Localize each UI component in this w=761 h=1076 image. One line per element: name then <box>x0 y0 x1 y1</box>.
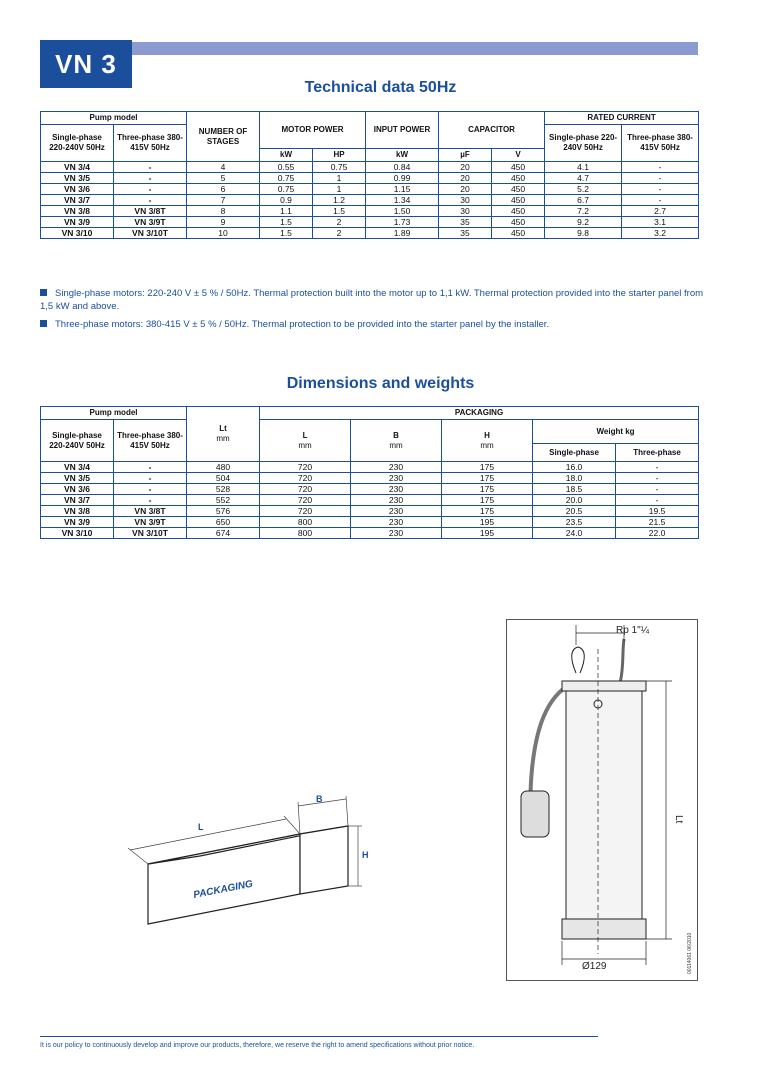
table-cell: VN 3/4 <box>41 462 114 473</box>
table-cell: 1.5 <box>260 217 313 228</box>
table-cell: 230 <box>351 506 442 517</box>
table-cell: 650 <box>187 517 260 528</box>
table-row <box>41 217 699 228</box>
table-cell: 1.2 <box>313 195 366 206</box>
table-cell: 195 <box>442 528 533 539</box>
table-cell: 175 <box>442 473 533 484</box>
table-cell: 30 <box>439 195 492 206</box>
table-cell: 230 <box>351 462 442 473</box>
table-cell: 2.7 <box>622 206 699 217</box>
dim-label-l: L <box>198 822 204 832</box>
th-v: V <box>492 149 545 162</box>
table-cell: VN 3/10T <box>114 528 187 539</box>
table-cell: 3.1 <box>622 217 699 228</box>
bullet-icon <box>40 320 47 327</box>
dim-label-h: H <box>362 850 369 860</box>
table-cell: 1.73 <box>366 217 439 228</box>
th-hp: HP <box>313 149 366 162</box>
table-cell: 4.7 <box>545 173 622 184</box>
table-row <box>41 184 699 195</box>
th-rated-current: RATED CURRENT <box>545 112 699 125</box>
th-dims-pump-model: Pump model <box>41 407 187 420</box>
th-stages: NUMBER OF STAGES <box>187 112 260 162</box>
table-cell: 175 <box>442 484 533 495</box>
drawing-code: 00114061 06/2010 <box>687 932 693 974</box>
table-cell: 6.7 <box>545 195 622 206</box>
table-cell: 9.8 <box>545 228 622 239</box>
table-cell: 1.34 <box>366 195 439 206</box>
table-cell: 720 <box>260 506 351 517</box>
note-three-phase: Three-phase motors: 380-415 V ± 5 % / 50Hz. Thermal protection to be provided into the starter panel by the installer. <box>40 318 710 331</box>
table-cell: 230 <box>351 484 442 495</box>
table-cell: 5.2 <box>545 184 622 195</box>
thread-label: Rp 1"¼ <box>616 625 650 636</box>
table-cell: 0.75 <box>313 162 366 173</box>
table-cell: 175 <box>442 506 533 517</box>
table-cell: 9 <box>187 217 260 228</box>
table-cell: 35 <box>439 228 492 239</box>
table-cell: 20.5 <box>533 506 616 517</box>
table-cell: VN 3/8 <box>41 206 114 217</box>
table-cell: VN 3/10 <box>41 228 114 239</box>
table-cell: 16.0 <box>533 462 616 473</box>
table-cell: 528 <box>187 484 260 495</box>
table-cell: - <box>114 173 187 184</box>
table-row <box>41 528 699 539</box>
th-weight-three: Three-phase <box>616 444 699 462</box>
pump-drawing <box>506 619 698 981</box>
table-cell: - <box>616 484 699 495</box>
table-cell: 5 <box>187 173 260 184</box>
th-single-phase: Single-phase 220-240V 50Hz <box>41 125 114 162</box>
table-cell: VN 3/10T <box>114 228 187 239</box>
table-row <box>41 462 699 473</box>
table-cell: 1.5 <box>313 206 366 217</box>
table-cell: 18.5 <box>533 484 616 495</box>
technical-data-table <box>40 111 699 239</box>
table-cell: 175 <box>442 495 533 506</box>
table-cell: 1 <box>313 173 366 184</box>
table-cell: - <box>616 462 699 473</box>
dimensions-title: Dimensions and weights <box>286 375 475 392</box>
table-cell: 0.9 <box>260 195 313 206</box>
packaging-box-label: PACKAGING <box>192 878 254 901</box>
table-cell: VN 3/5 <box>41 173 114 184</box>
table-cell: 175 <box>442 462 533 473</box>
table-cell: 4 <box>187 162 260 173</box>
th-l: L mm <box>260 420 351 462</box>
table-cell: 20.0 <box>533 495 616 506</box>
th-three-phase: Three-phase 380-415V 50Hz <box>114 125 187 162</box>
th-weight-single: Single-phase <box>533 444 616 462</box>
table-cell: 20 <box>439 184 492 195</box>
table-cell: 0.75 <box>260 173 313 184</box>
th-rc-single-phase: Single-phase 220-240V 50Hz <box>545 125 622 162</box>
table-cell: - <box>114 484 187 495</box>
table-cell: 23.5 <box>533 517 616 528</box>
table-cell: - <box>622 173 699 184</box>
diameter-label: Ø129 <box>582 961 607 972</box>
dim-label-b: B <box>316 794 323 804</box>
table-cell: 19.5 <box>616 506 699 517</box>
table-cell: 7.2 <box>545 206 622 217</box>
th-weight: Weight kg <box>533 420 699 444</box>
th-input-kw: kW <box>366 149 439 162</box>
footer-divider <box>40 1036 598 1037</box>
table-cell: 552 <box>187 495 260 506</box>
table-cell: VN 3/6 <box>41 184 114 195</box>
table-cell: 195 <box>442 517 533 528</box>
table-cell: 450 <box>492 206 545 217</box>
table-row <box>41 517 699 528</box>
table-cell: VN 3/9 <box>41 217 114 228</box>
table-row <box>41 162 699 173</box>
table-cell: 720 <box>260 473 351 484</box>
th-packaging: PACKAGING <box>260 407 699 420</box>
table-row <box>41 495 699 506</box>
table-cell: 3.2 <box>622 228 699 239</box>
table-cell: VN 3/9 <box>41 517 114 528</box>
table-cell: VN 3/10 <box>41 528 114 539</box>
table-cell: - <box>114 473 187 484</box>
table-cell: 480 <box>187 462 260 473</box>
table-cell: 2 <box>313 228 366 239</box>
table-cell: 450 <box>492 217 545 228</box>
note-single-phase: Single-phase motors: 220-240 V ± 5 % / 50Hz. Thermal protection built into the motor up to 1,1 kW. Thermal protection provided into the starter panel from 1,5 kW and above. <box>40 288 704 312</box>
table-row <box>41 506 699 517</box>
table-cell: VN 3/8T <box>114 206 187 217</box>
table-cell: 18.0 <box>533 473 616 484</box>
footer-disclaimer: It is our policy to continuously develop and improve our products, therefore, we reserve the right to amend specifications without prior notice. <box>40 1042 475 1049</box>
model-badge: VN 3 <box>40 40 132 88</box>
table-cell: VN 3/7 <box>41 195 114 206</box>
table-cell: VN 3/8T <box>114 506 187 517</box>
th-h: H mm <box>442 420 533 462</box>
table-cell: VN 3/9T <box>114 517 187 528</box>
table-cell: 21.5 <box>616 517 699 528</box>
table-cell: 230 <box>351 495 442 506</box>
table-cell: - <box>114 495 187 506</box>
table-cell: - <box>114 162 187 173</box>
table-row <box>41 195 699 206</box>
table-cell: 10 <box>187 228 260 239</box>
table-cell: - <box>622 195 699 206</box>
technical-data-title: Technical data 50Hz <box>304 79 457 96</box>
table-row <box>41 484 699 495</box>
th-input-power: INPUT POWER <box>366 112 439 149</box>
dimensions-table <box>40 406 699 539</box>
table-cell: 450 <box>492 162 545 173</box>
table-cell: 1.5 <box>260 228 313 239</box>
table-cell: 24.0 <box>533 528 616 539</box>
table-cell: - <box>114 462 187 473</box>
table-cell: 450 <box>492 195 545 206</box>
lt-label: Lt <box>673 815 684 824</box>
table-cell: 230 <box>351 473 442 484</box>
table-cell: 800 <box>260 517 351 528</box>
table-cell: VN 3/9T <box>114 217 187 228</box>
table-cell: 576 <box>187 506 260 517</box>
th-pump-model: Pump model <box>41 112 187 125</box>
th-capacitor: CAPACITOR <box>439 112 545 149</box>
table-cell: - <box>616 473 699 484</box>
table-cell: 2 <box>313 217 366 228</box>
table-cell: 0.55 <box>260 162 313 173</box>
table-cell: VN 3/4 <box>41 162 114 173</box>
table-cell: - <box>622 184 699 195</box>
th-motor-power: MOTOR POWER <box>260 112 366 149</box>
table-cell: 4.1 <box>545 162 622 173</box>
table-row <box>41 228 699 239</box>
table-cell: 720 <box>260 495 351 506</box>
table-row <box>41 173 699 184</box>
table-cell: 504 <box>187 473 260 484</box>
th-b: B mm <box>351 420 442 462</box>
table-cell: - <box>114 195 187 206</box>
th-rc-three-phase: Three-phase 380-415V 50Hz <box>622 125 699 162</box>
table-cell: 230 <box>351 528 442 539</box>
table-cell: VN 3/6 <box>41 484 114 495</box>
th-dims-single-phase: Single-phase 220-240V 50Hz <box>41 420 114 462</box>
table-cell: 1.50 <box>366 206 439 217</box>
table-cell: 8 <box>187 206 260 217</box>
table-cell: 0.99 <box>366 173 439 184</box>
table-row <box>41 206 699 217</box>
table-row <box>41 473 699 484</box>
table-cell: 800 <box>260 528 351 539</box>
table-cell: 1 <box>313 184 366 195</box>
table-cell: 1.15 <box>366 184 439 195</box>
table-cell: 450 <box>492 228 545 239</box>
table-cell: - <box>622 162 699 173</box>
table-cell: 22.0 <box>616 528 699 539</box>
table-cell: VN 3/7 <box>41 495 114 506</box>
th-uf: µF <box>439 149 492 162</box>
table-cell: 1.89 <box>366 228 439 239</box>
table-cell: 0.75 <box>260 184 313 195</box>
th-dims-three-phase: Three-phase 380-415V 50Hz <box>114 420 187 462</box>
bullet-icon <box>40 289 47 296</box>
table-cell: 6 <box>187 184 260 195</box>
table-cell: 450 <box>492 184 545 195</box>
table-cell: 450 <box>492 173 545 184</box>
table-cell: 230 <box>351 517 442 528</box>
table-cell: 35 <box>439 217 492 228</box>
table-cell: 720 <box>260 484 351 495</box>
table-cell: VN 3/5 <box>41 473 114 484</box>
table-cell: 1.1 <box>260 206 313 217</box>
th-kw: kW <box>260 149 313 162</box>
table-cell: 9.2 <box>545 217 622 228</box>
packaging-box-drawing <box>110 790 380 930</box>
table-cell: VN 3/8 <box>41 506 114 517</box>
table-cell: 720 <box>260 462 351 473</box>
table-cell: 30 <box>439 206 492 217</box>
table-cell: 20 <box>439 173 492 184</box>
table-cell: 674 <box>187 528 260 539</box>
table-cell: - <box>616 495 699 506</box>
table-cell: 20 <box>439 162 492 173</box>
header-bar <box>132 42 698 55</box>
table-cell: - <box>114 184 187 195</box>
th-lt: Lt mm <box>187 407 260 462</box>
table-cell: 0.84 <box>366 162 439 173</box>
table-cell: 7 <box>187 195 260 206</box>
